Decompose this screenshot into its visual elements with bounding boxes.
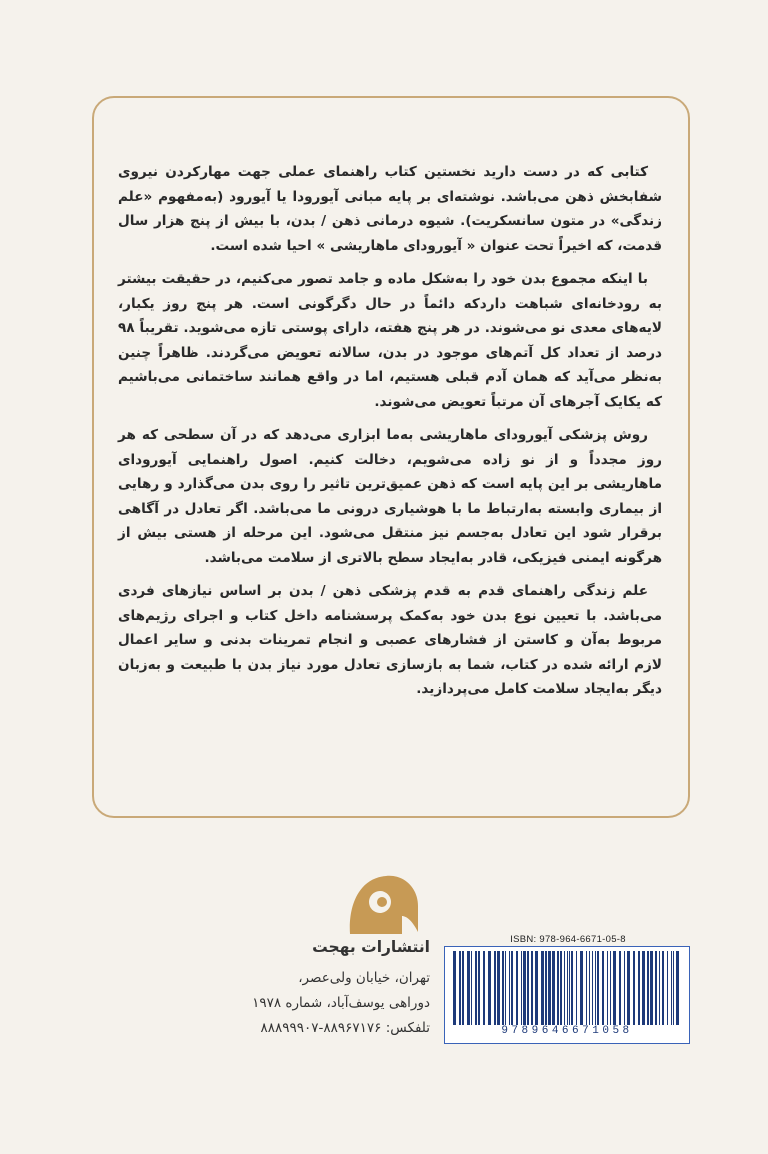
barcode-bar — [676, 951, 679, 1025]
barcode-bar — [527, 951, 529, 1025]
barcode-bar — [607, 951, 608, 1025]
barcode-bar — [560, 951, 562, 1025]
barcode-digits: 9789646671058 — [501, 1025, 633, 1037]
barcode-bars — [451, 951, 683, 1025]
bird-head-logo-icon — [346, 870, 422, 942]
barcode-bar — [569, 951, 570, 1025]
barcode-bar — [595, 951, 596, 1025]
blurb-paragraph-1: کتابی که در دست دارید نخستین کتاب راهنمای عملی جهت مهارکردن نیروی شفابخش ذهن می‌باشد. نوشته‌ای بر پایه مبانی آیورودا یا آیورود (به‌مفهوم «علم زندگی» در متون سانسکریت). شیوه درمانی ذهن / بدن، با بیش از پنج هزار سال قدمت، که اخیراً تحت عنوان « آیورودای ماهاریشی » احیا شده است. — [118, 164, 662, 254]
blurb-paragraph-2: با اینکه مجموع بدن خود را به‌شکل ماده و جامد تصور می‌کنیم، در حقیقت بیشتر به رودخانه‌ای شباهت دارد‌که دائماً در حال دگرگونی است. هر پنج روز یکبار، لایه‌های معدی نو می‌شوند. در هر پنج هفته، دارای پوستی تازه می‌شوید. تقریباً ۹۸ درصد از تعداد کل آتم‌های موجود در بدن، سالانه تعویض می‌گردند. ظاهراً چنین به‌نظر می‌آید که همان آدم قبلی هستیم، اما در واقع همانند ساختمانی می‌باشیم که یکایک آجرهای آن مرتباً تعویض می‌شوند. — [118, 271, 662, 410]
publisher-address-line2: دوراهی یوسف‌آباد، شماره ۱۹۷۸ — [252, 995, 430, 1011]
barcode-bar — [655, 951, 657, 1025]
barcode — [444, 946, 690, 1044]
barcode-bar — [567, 951, 568, 1025]
blurb-paragraph-3: روش پزشکی آیورودای ماهاریشی به‌ما ابزاری می‌دهد که در آن سطحی که هر روز مجدداً و از نو زاده می‌شویم، دخالت کنیم. اصول راهنمایی آیورودای ماهاریشی بر این پایه است که ذهن عمیق‌ترین تاثیر را روی بدن می‌گذارد و رهایی از بیماری وابسته به‌ارتباط ما با هوشیاری درونی ما می‌باشد. اگر تعادل در آگاهی برقرار شود این تعادل به‌جسم نیز منتقل می‌شود. این مرحله از هستی بیش از هرگونه ایمنی فیزیکی، قادر به‌ایجاد سطح بالاتری از سلامت می‌باشد. — [118, 427, 662, 566]
barcode-bar — [662, 951, 664, 1025]
barcode-bar — [497, 951, 500, 1025]
publisher-name: انتشارات بهجت — [312, 938, 430, 956]
barcode-bar — [509, 951, 510, 1025]
barcode-bar — [624, 951, 625, 1025]
barcode-bar — [633, 951, 635, 1025]
barcode-bar — [502, 951, 504, 1025]
barcode-bar — [667, 951, 668, 1025]
barcode-bar — [602, 951, 604, 1025]
barcode-bar — [478, 951, 480, 1025]
publisher-block — [218, 938, 430, 1041]
barcode-bar — [548, 951, 551, 1025]
barcode-bar — [523, 951, 526, 1025]
barcode-bar — [511, 951, 513, 1025]
barcode-bar — [592, 951, 593, 1025]
barcode-bar — [597, 951, 599, 1025]
barcode-bar — [642, 951, 645, 1025]
barcode-bar — [535, 951, 538, 1025]
barcode-bar — [552, 951, 555, 1025]
barcode-bar — [545, 951, 547, 1025]
barcode-bar — [459, 951, 461, 1025]
barcode-bar — [488, 951, 491, 1025]
barcode-bar — [627, 951, 630, 1025]
blurb-paragraph-4: علم زندگی راهنمای قدم به قدم پزشکی ذهن / بدن بر اساس نیازهای فردی می‌باشد. با تعیین نوع بدن خود به‌کمک پرسشنامه داخل کتاب و اجرای رژیم‌های مربوط به‌آن و کاستن از فشارهای عصبی و انجام تمرینات بدنی و سایر اعمال لازم ارائه شده در کتاب، شما به بازسازی تعادل مورد نیاز بدن با طبیعت و به‌زبان دیگر به‌ایجاد سلامت کامل می‌پردازید. — [118, 583, 662, 697]
barcode-bar — [475, 951, 477, 1025]
back-cover-blurb — [118, 160, 662, 711]
barcode-bar — [541, 951, 544, 1025]
barcode-bar — [673, 951, 674, 1025]
isbn-label: ISBN: 978-964-6671-05-8 — [510, 934, 626, 945]
barcode-bar — [505, 951, 506, 1025]
barcode-bar — [462, 951, 464, 1025]
barcode-bar — [586, 951, 587, 1025]
barcode-bar — [589, 951, 590, 1025]
barcode-bar — [483, 951, 485, 1025]
barcode-bar — [580, 951, 583, 1025]
barcode-bar — [453, 951, 456, 1025]
barcode-bar — [571, 951, 573, 1025]
barcode-bar — [659, 951, 660, 1025]
barcode-bar — [494, 951, 496, 1025]
barcode-bar — [564, 951, 565, 1025]
barcode-bar — [471, 951, 472, 1025]
barcode-bar — [671, 951, 672, 1025]
barcode-bar — [610, 951, 611, 1025]
barcode-bar — [650, 951, 653, 1025]
barcode-bar — [576, 951, 577, 1025]
barcode-bar — [619, 951, 621, 1025]
publisher-address-line1: تهران، خیابان ولی‌عصر، — [298, 970, 430, 986]
publisher-phone: تلفکس: ۸۸۹۶۷۱۷۶-۸۸۸۹۹۹۰۷ — [260, 1020, 430, 1036]
barcode-bar — [647, 951, 649, 1025]
barcode-bar — [516, 951, 518, 1025]
barcode-bar — [521, 951, 522, 1025]
barcode-bar — [638, 951, 640, 1025]
barcode-bar — [531, 951, 533, 1025]
barcode-bar — [557, 951, 559, 1025]
barcode-bar — [467, 951, 470, 1025]
barcode-bar — [613, 951, 616, 1025]
